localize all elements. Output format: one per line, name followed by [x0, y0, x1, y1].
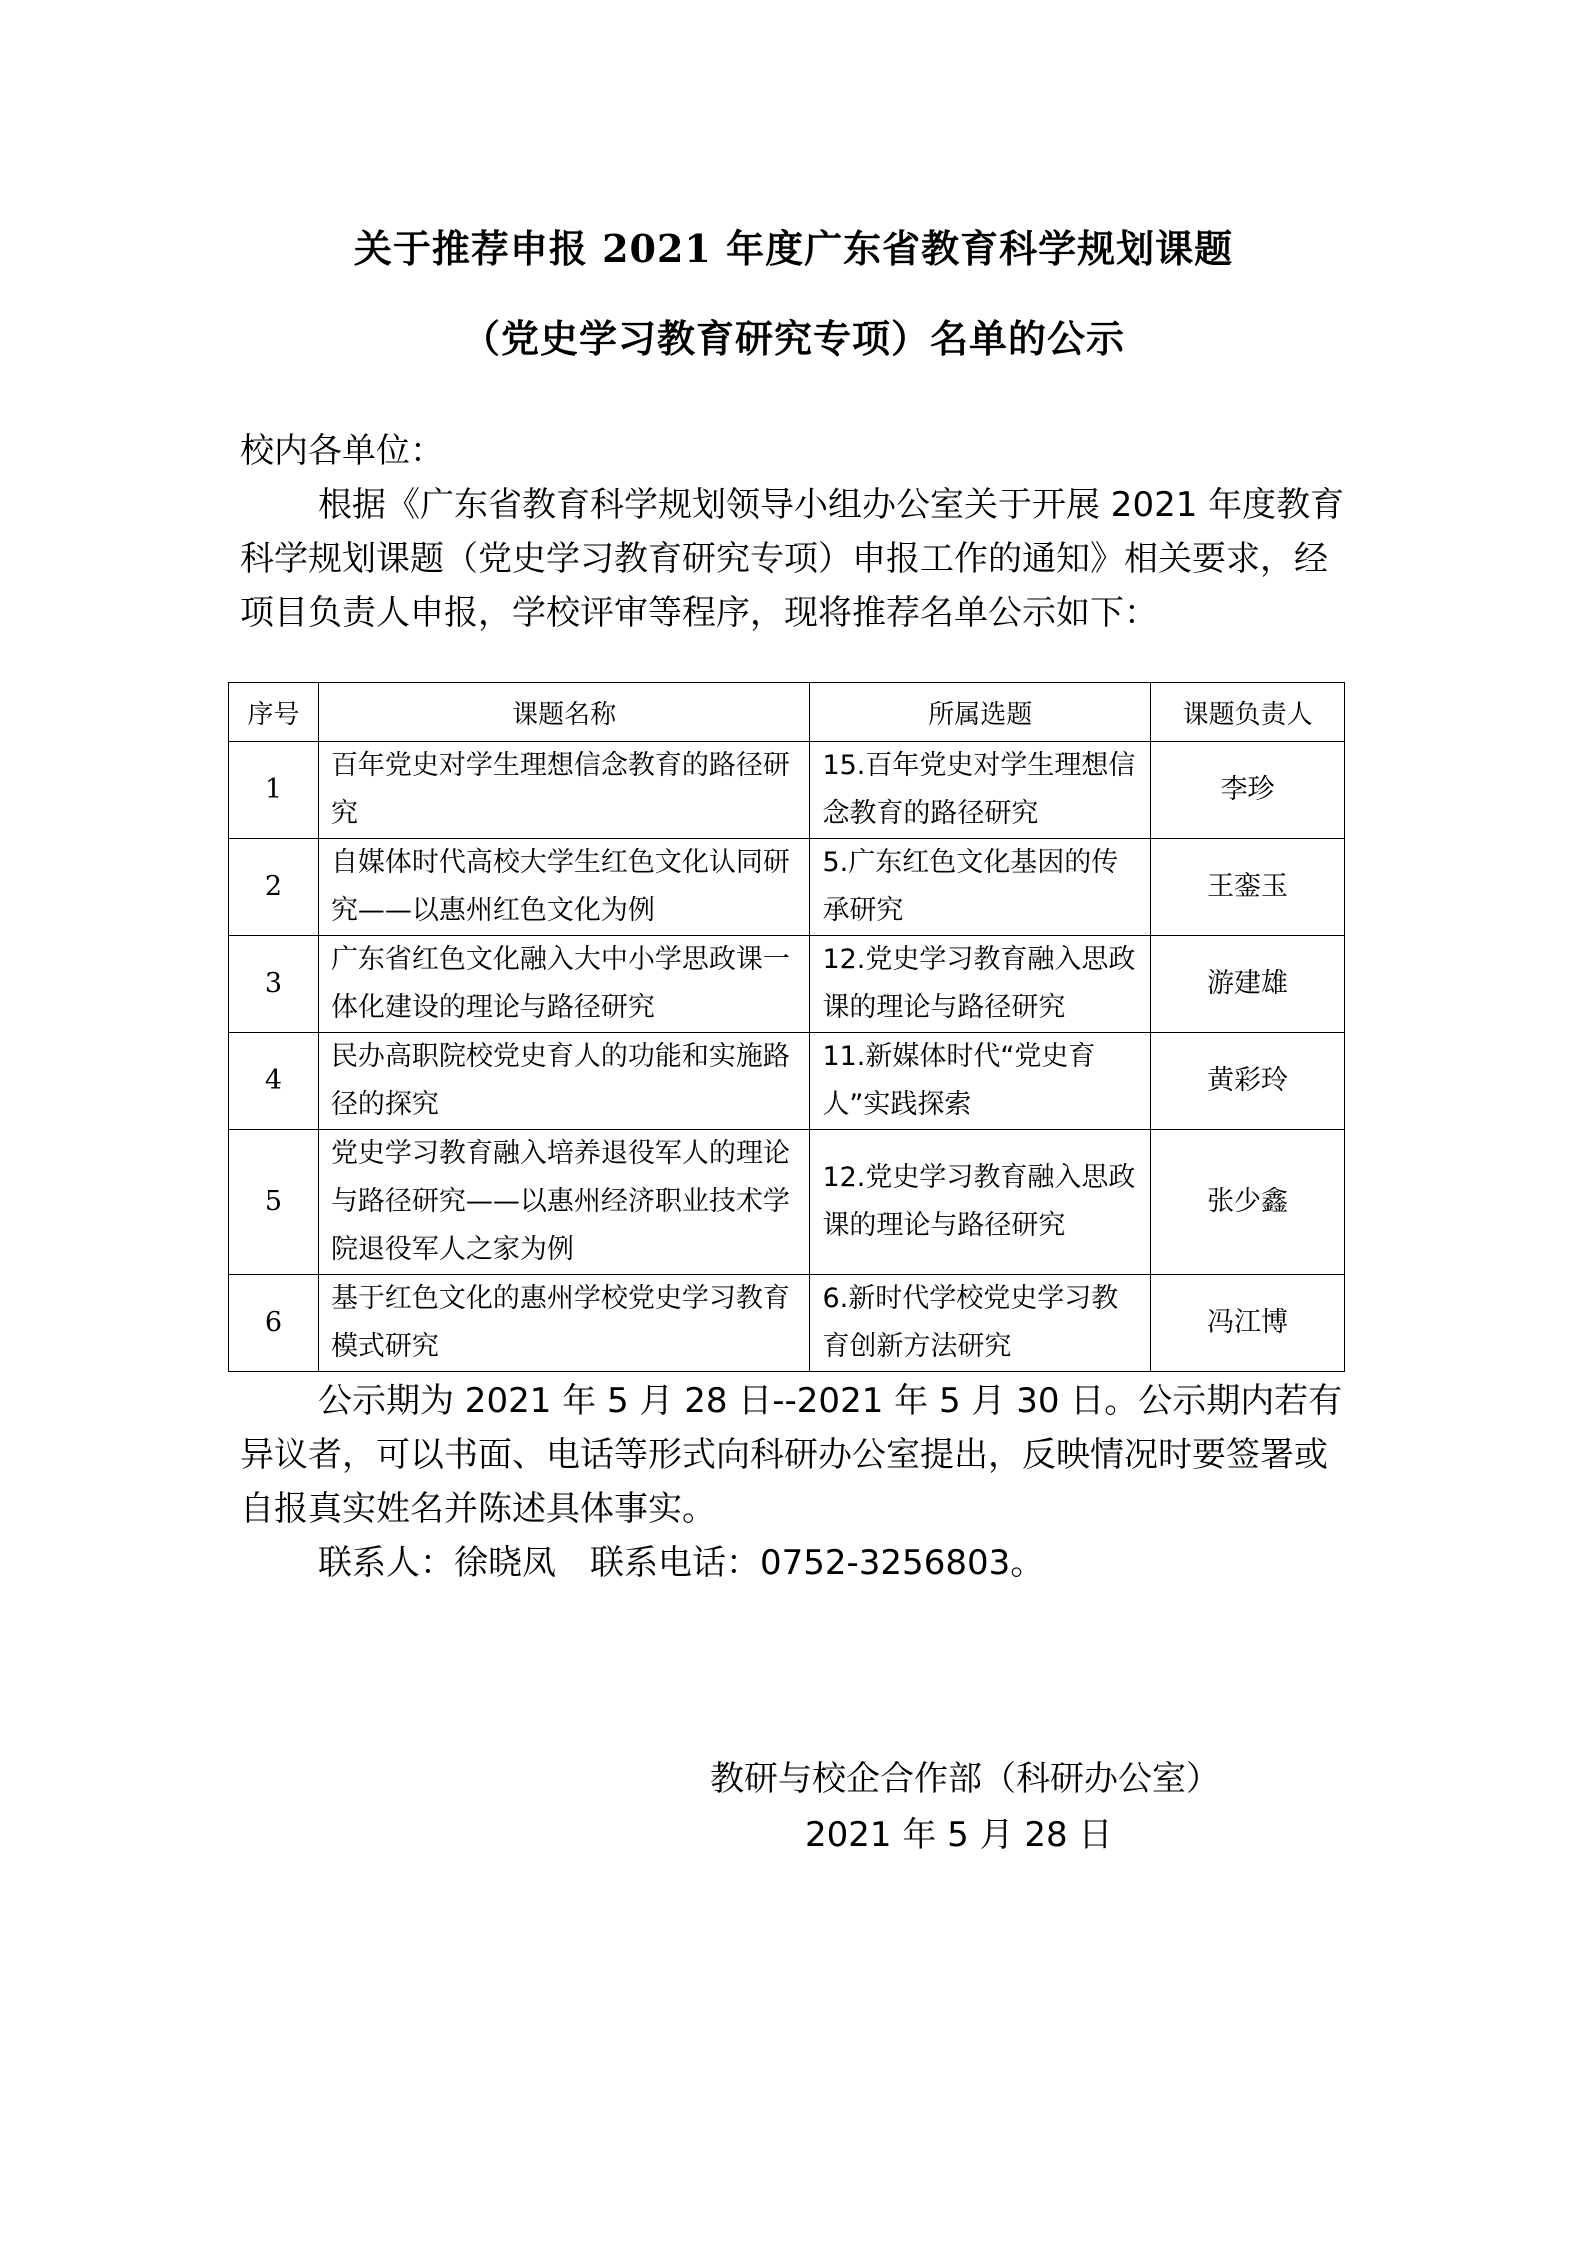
project-name: 自媒体时代高校大学生红色文化认同研究——以惠州红色文化为例 — [318, 839, 810, 936]
publicity-period-paragraph: 公示期为 2021 年 5 月 28 日--2021 年 5 月 30 日。公示期内若有异议者，可以书面、电话等形式向科研办公室提出，反映情况时要签署或自报真实姓名并陈述具体事实。 — [240, 1381, 1343, 1529]
project-topic: 12.党史学习教育融入思政课的理论与路径研究 — [810, 936, 1151, 1033]
table-row — [229, 839, 1345, 936]
project-name: 党史学习教育融入培养退役军人的理论与路径研究——以惠州经济职业技术学院退役军人之家为例 — [318, 1130, 810, 1275]
table-row — [229, 1033, 1345, 1130]
document-title-line-1: 关于推荐申报 2021 年度广东省教育科学规划课题 — [353, 226, 1234, 271]
project-topic: 15.百年党史对学生理想信念教育的路径研究 — [810, 742, 1151, 839]
issue-date: 2021 年 5 月 28 日 — [805, 1815, 1113, 1855]
header-topic: 所属选题 — [810, 683, 1151, 742]
project-name: 广东省红色文化融入大中小学思政课一体化建设的理论与路径研究 — [318, 936, 810, 1033]
project-leader: 张少鑫 — [1151, 1130, 1345, 1275]
table-row — [229, 1275, 1345, 1372]
row-number: 3 — [229, 936, 319, 1033]
project-leader: 王銮玉 — [1151, 839, 1345, 936]
row-number: 1 — [229, 742, 319, 839]
project-leader: 黄彩玲 — [1151, 1033, 1345, 1130]
header-project-name: 课题名称 — [318, 683, 810, 742]
row-number: 4 — [229, 1033, 319, 1130]
contact-line: 联系人：徐晓凤 联系电话：0752-3256803。 — [318, 1543, 1045, 1583]
row-number: 5 — [229, 1130, 319, 1275]
table-row — [229, 742, 1345, 839]
recommendation-table — [228, 682, 1345, 1372]
row-number: 2 — [229, 839, 319, 936]
project-leader: 冯江博 — [1151, 1275, 1345, 1372]
table-row — [229, 1130, 1345, 1275]
project-leader: 游建雄 — [1151, 936, 1345, 1033]
header-number: 序号 — [229, 683, 319, 742]
project-name: 基于红色文化的惠州学校党史学习教育模式研究 — [318, 1275, 810, 1372]
table-row — [229, 936, 1345, 1033]
project-topic: 5.广东红色文化基因的传承研究 — [810, 839, 1151, 936]
issuing-department: 教研与校企合作部（科研办公室） — [710, 1759, 1220, 1799]
header-leader: 课题负责人 — [1151, 683, 1345, 742]
project-name: 民办高职院校党史育人的功能和实施路径的探究 — [318, 1033, 810, 1130]
project-topic: 12.党史学习教育融入思政课的理论与路径研究 — [810, 1130, 1151, 1275]
row-number: 6 — [229, 1275, 319, 1372]
project-leader: 李珍 — [1151, 742, 1345, 839]
document-title-line-2: （党史学习教育研究专项）名单的公示 — [461, 316, 1125, 361]
project-topic: 11.新媒体时代“党史育人”实践探索 — [810, 1033, 1151, 1130]
table-header-row — [229, 683, 1345, 742]
intro-paragraph: 根据《广东省教育科学规划领导小组办公室关于开展 2021 年度教育科学规划课题（党史学习教育研究专项）申报工作的通知》相关要求，经项目负责人申报，学校评审等程序，现将推荐名单公示如下： — [240, 485, 1345, 633]
salutation: 校内各单位： — [240, 431, 444, 471]
project-topic: 6.新时代学校党史学习教育创新方法研究 — [810, 1275, 1151, 1372]
project-name: 百年党史对学生理想信念教育的路径研究 — [318, 742, 810, 839]
